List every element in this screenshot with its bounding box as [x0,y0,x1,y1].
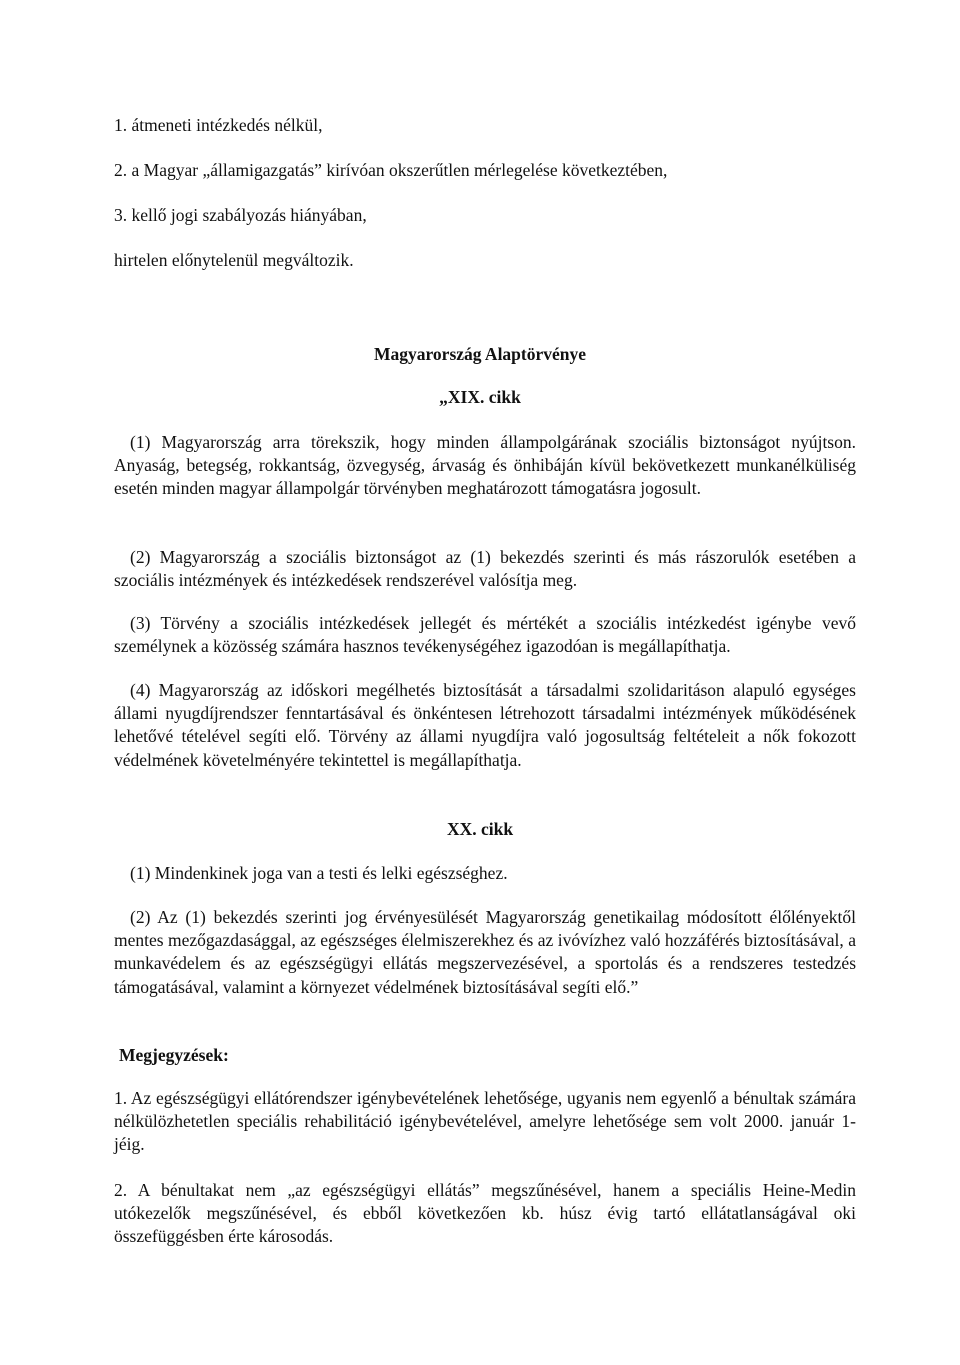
note-item-2: 2. A bénultakat nem „az egészségügyi ellátás” megszűnésével, hanem a speciális Heine-Medin utókezelők megszűnésével, és ebből következően kb. húsz évig tartó ellátatlanságával oki összefüggésben érte károsodás. [114,1180,856,1247]
note-item-1: 1. Az egészségügyi ellátórendszer igénybevételének lehetősége, ugyanis nem egyenlő a bénultak számára nélkülözhetetlen speciális rehabilitáció igénybevételével, amelyre lehetősége sem volt 2000. január 1-jéig. [114,1088,856,1155]
intro-list-item-1: 1. átmeneti intézkedés nélkül, [114,115,323,135]
intro-list-conclusion: hirtelen előnytelenül megváltozik. [114,250,354,270]
intro-list-item-2: 2. a Magyar „államigazgatás” kirívóan okszerűtlen mérlegelése következtében, [114,160,668,180]
article-20-title: XX. cikk [446,819,514,839]
article-19-paragraph-2: (2) Magyarország a szociális biztonságot az (1) bekezdés szerinti és más rászorulók esetében a szociális intézmények és intézkedések rendszerével valósítja meg. [114,547,856,591]
article-20-paragraph-1: (1) Mindenkinek joga van a testi és lelki egészséghez. [130,863,508,883]
article-19-paragraph-3: (3) Törvény a szociális intézkedések jellegét és mértékét a szociális intézkedést igénybe vevő személynek a közösség számára hasznos tevékenységéhez igazodóan is megállapíthatja. [114,613,856,657]
article-20-paragraph-2: (2) Az (1) bekezdés szerinti jog érvényesülését Magyarország genetikailag módosított élőlényektől mentes mezőgazdasággal, az egészséges élelmiszerekhez és az ivóvízhez való hozzáférés biztosításával, a munkavédelem és az egészségügyi ellátás megszervezésével, a sportolás és a rendszeres testedzés támogatásával, valamint a környezet védelmének biztosításával segíti elő.” [114,907,856,997]
article-19-paragraph-4: (4) Magyarország az időskori megélhetés biztosítását a társadalmi szolidaritáson alapuló egységes állami nyugdíjrendszer fenntartásával és önkéntesen létrehozott társadalmi intézmények működésének lehetővé tételével segíti elő. Törvény az állami nyugdíjra való jogosultság feltételeit a nők fokozott védelmének követelményére tekintettel is megállapíthatja. [114,680,856,770]
section-title: Magyarország Alaptörvénye [373,344,587,364]
notes-title: Megjegyzések: [119,1045,229,1065]
article-19-paragraph-1: (1) Magyarország arra törekszik, hogy minden állampolgárának szociális biztonságot nyújtson. Anyaság, betegség, rokkantság, özvegység, árvaság és önhibáján kívül bekövetkezett munkanélküliség esetén minden magyar állampolgár törvényben meghatározott támogatásra jogosult. [114,432,856,499]
article-19-title: „XIX. cikk [439,387,521,407]
intro-list-item-3: 3. kellő jogi szabályozás hiányában, [114,205,367,225]
